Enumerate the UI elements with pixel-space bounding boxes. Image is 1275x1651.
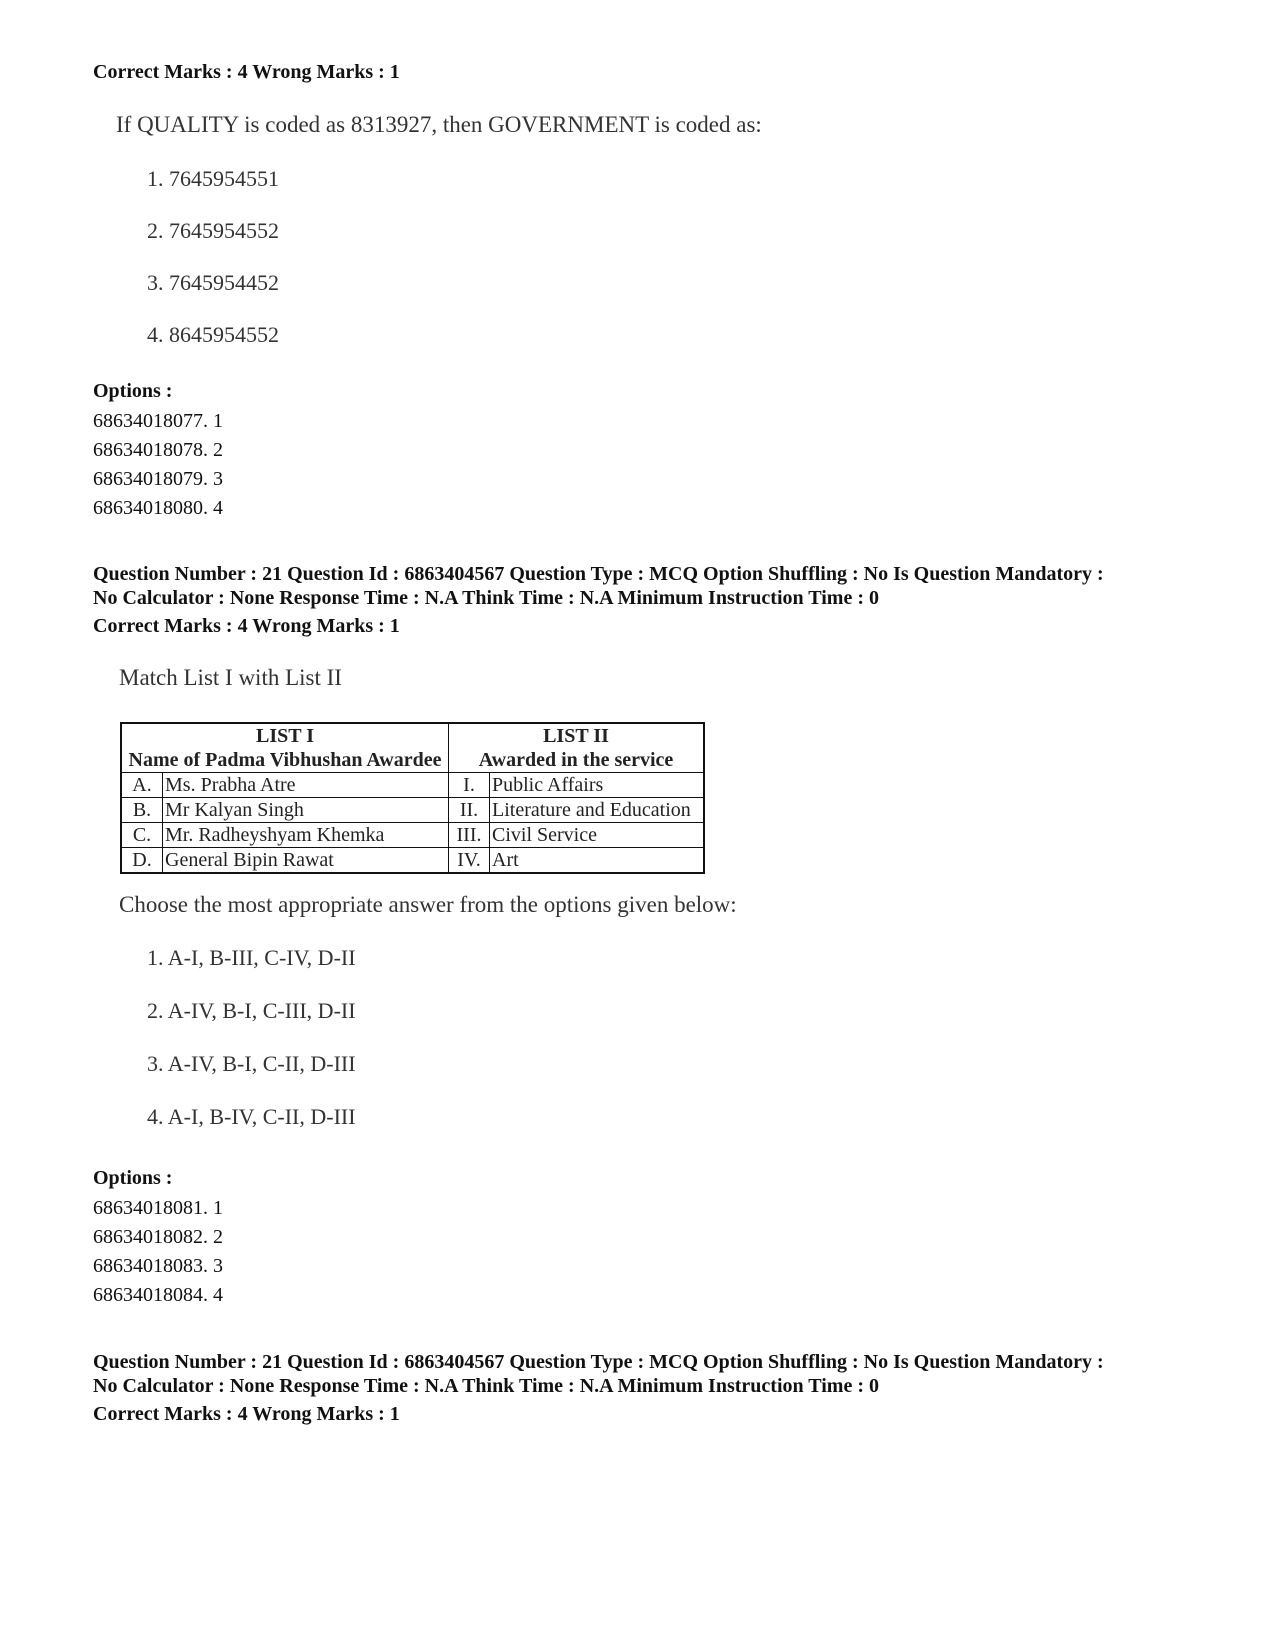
- marks-line: Correct Marks : 4 Wrong Marks : 1: [93, 1403, 400, 1425]
- match-table: [120, 722, 705, 874]
- table-row: [121, 773, 704, 798]
- answer-choice: 1. 7645954551: [147, 166, 279, 191]
- option-id: 68634018084. 4: [93, 1284, 223, 1306]
- table-row: [121, 823, 704, 848]
- awardee-name: Mr. Radheyshyam Khemka: [163, 823, 449, 848]
- answer-choice: 4. A-I, B-IV, C-II, D-III: [147, 1104, 356, 1129]
- answer-choice: 4. 8645954552: [147, 322, 279, 347]
- marks-line: Correct Marks : 4 Wrong Marks : 1: [93, 615, 400, 637]
- row-key: II.: [449, 798, 490, 823]
- answer-choice: 2. A-IV, B-I, C-III, D-II: [147, 998, 356, 1023]
- option-id: 68634018082. 2: [93, 1226, 223, 1248]
- question-stem: Match List I with List II: [119, 665, 342, 690]
- row-key: I.: [449, 773, 490, 798]
- option-id: 68634018079. 3: [93, 468, 223, 490]
- table-row: [121, 798, 704, 823]
- instruction-text: Choose the most appropriate answer from the options given below:: [119, 892, 737, 917]
- service-name: Literature and Education: [490, 798, 705, 823]
- question-stem: If QUALITY is coded as 8313927, then GOVERNMENT is coded as:: [116, 112, 762, 137]
- row-key: B.: [121, 798, 163, 823]
- question-header-line1: Question Number : 21 Question Id : 6863404567 Question Type : MCQ Option Shuffling : No Is Question Mandatory :: [93, 563, 1104, 585]
- option-id: 68634018080. 4: [93, 497, 223, 519]
- options-label: Options :: [93, 380, 173, 402]
- service-name: Public Affairs: [490, 773, 705, 798]
- list2-title: LIST II: [449, 723, 705, 748]
- awardee-name: General Bipin Rawat: [163, 848, 449, 874]
- option-id: 68634018081. 1: [93, 1197, 223, 1219]
- options-list: [93, 1194, 223, 1310]
- list2-subtitle: Awarded in the service: [449, 748, 705, 773]
- row-key: IV.: [449, 848, 490, 874]
- awardee-name: Mr Kalyan Singh: [163, 798, 449, 823]
- answer-choice: 3. 7645954452: [147, 270, 279, 295]
- question-header-line1: Question Number : 21 Question Id : 6863404567 Question Type : MCQ Option Shuffling : No Is Question Mandatory :: [93, 1351, 1104, 1373]
- row-key: III.: [449, 823, 490, 848]
- options-list: [93, 407, 223, 523]
- option-id: 68634018077. 1: [93, 410, 223, 432]
- question-header-line2: No Calculator : None Response Time : N.A Think Time : N.A Minimum Instruction Time : 0: [93, 1375, 879, 1397]
- marks-line: Correct Marks : 4 Wrong Marks : 1: [93, 61, 400, 83]
- question-header-line2: No Calculator : None Response Time : N.A Think Time : N.A Minimum Instruction Time : 0: [93, 587, 879, 609]
- answer-choice: 1. A-I, B-III, C-IV, D-II: [147, 945, 356, 970]
- row-key: A.: [121, 773, 163, 798]
- table-row: [121, 848, 704, 874]
- awardee-name: Ms. Prabha Atre: [163, 773, 449, 798]
- answer-choice: 3. A-IV, B-I, C-II, D-III: [147, 1051, 356, 1076]
- service-name: Civil Service: [490, 823, 705, 848]
- row-key: D.: [121, 848, 163, 874]
- list1-subtitle: Name of Padma Vibhushan Awardee: [121, 748, 449, 773]
- list1-title: LIST I: [121, 723, 449, 748]
- options-label: Options :: [93, 1167, 173, 1189]
- service-name: Art: [490, 848, 705, 874]
- option-id: 68634018083. 3: [93, 1255, 223, 1277]
- answer-choice: 2. 7645954552: [147, 218, 279, 243]
- option-id: 68634018078. 2: [93, 439, 223, 461]
- row-key: C.: [121, 823, 163, 848]
